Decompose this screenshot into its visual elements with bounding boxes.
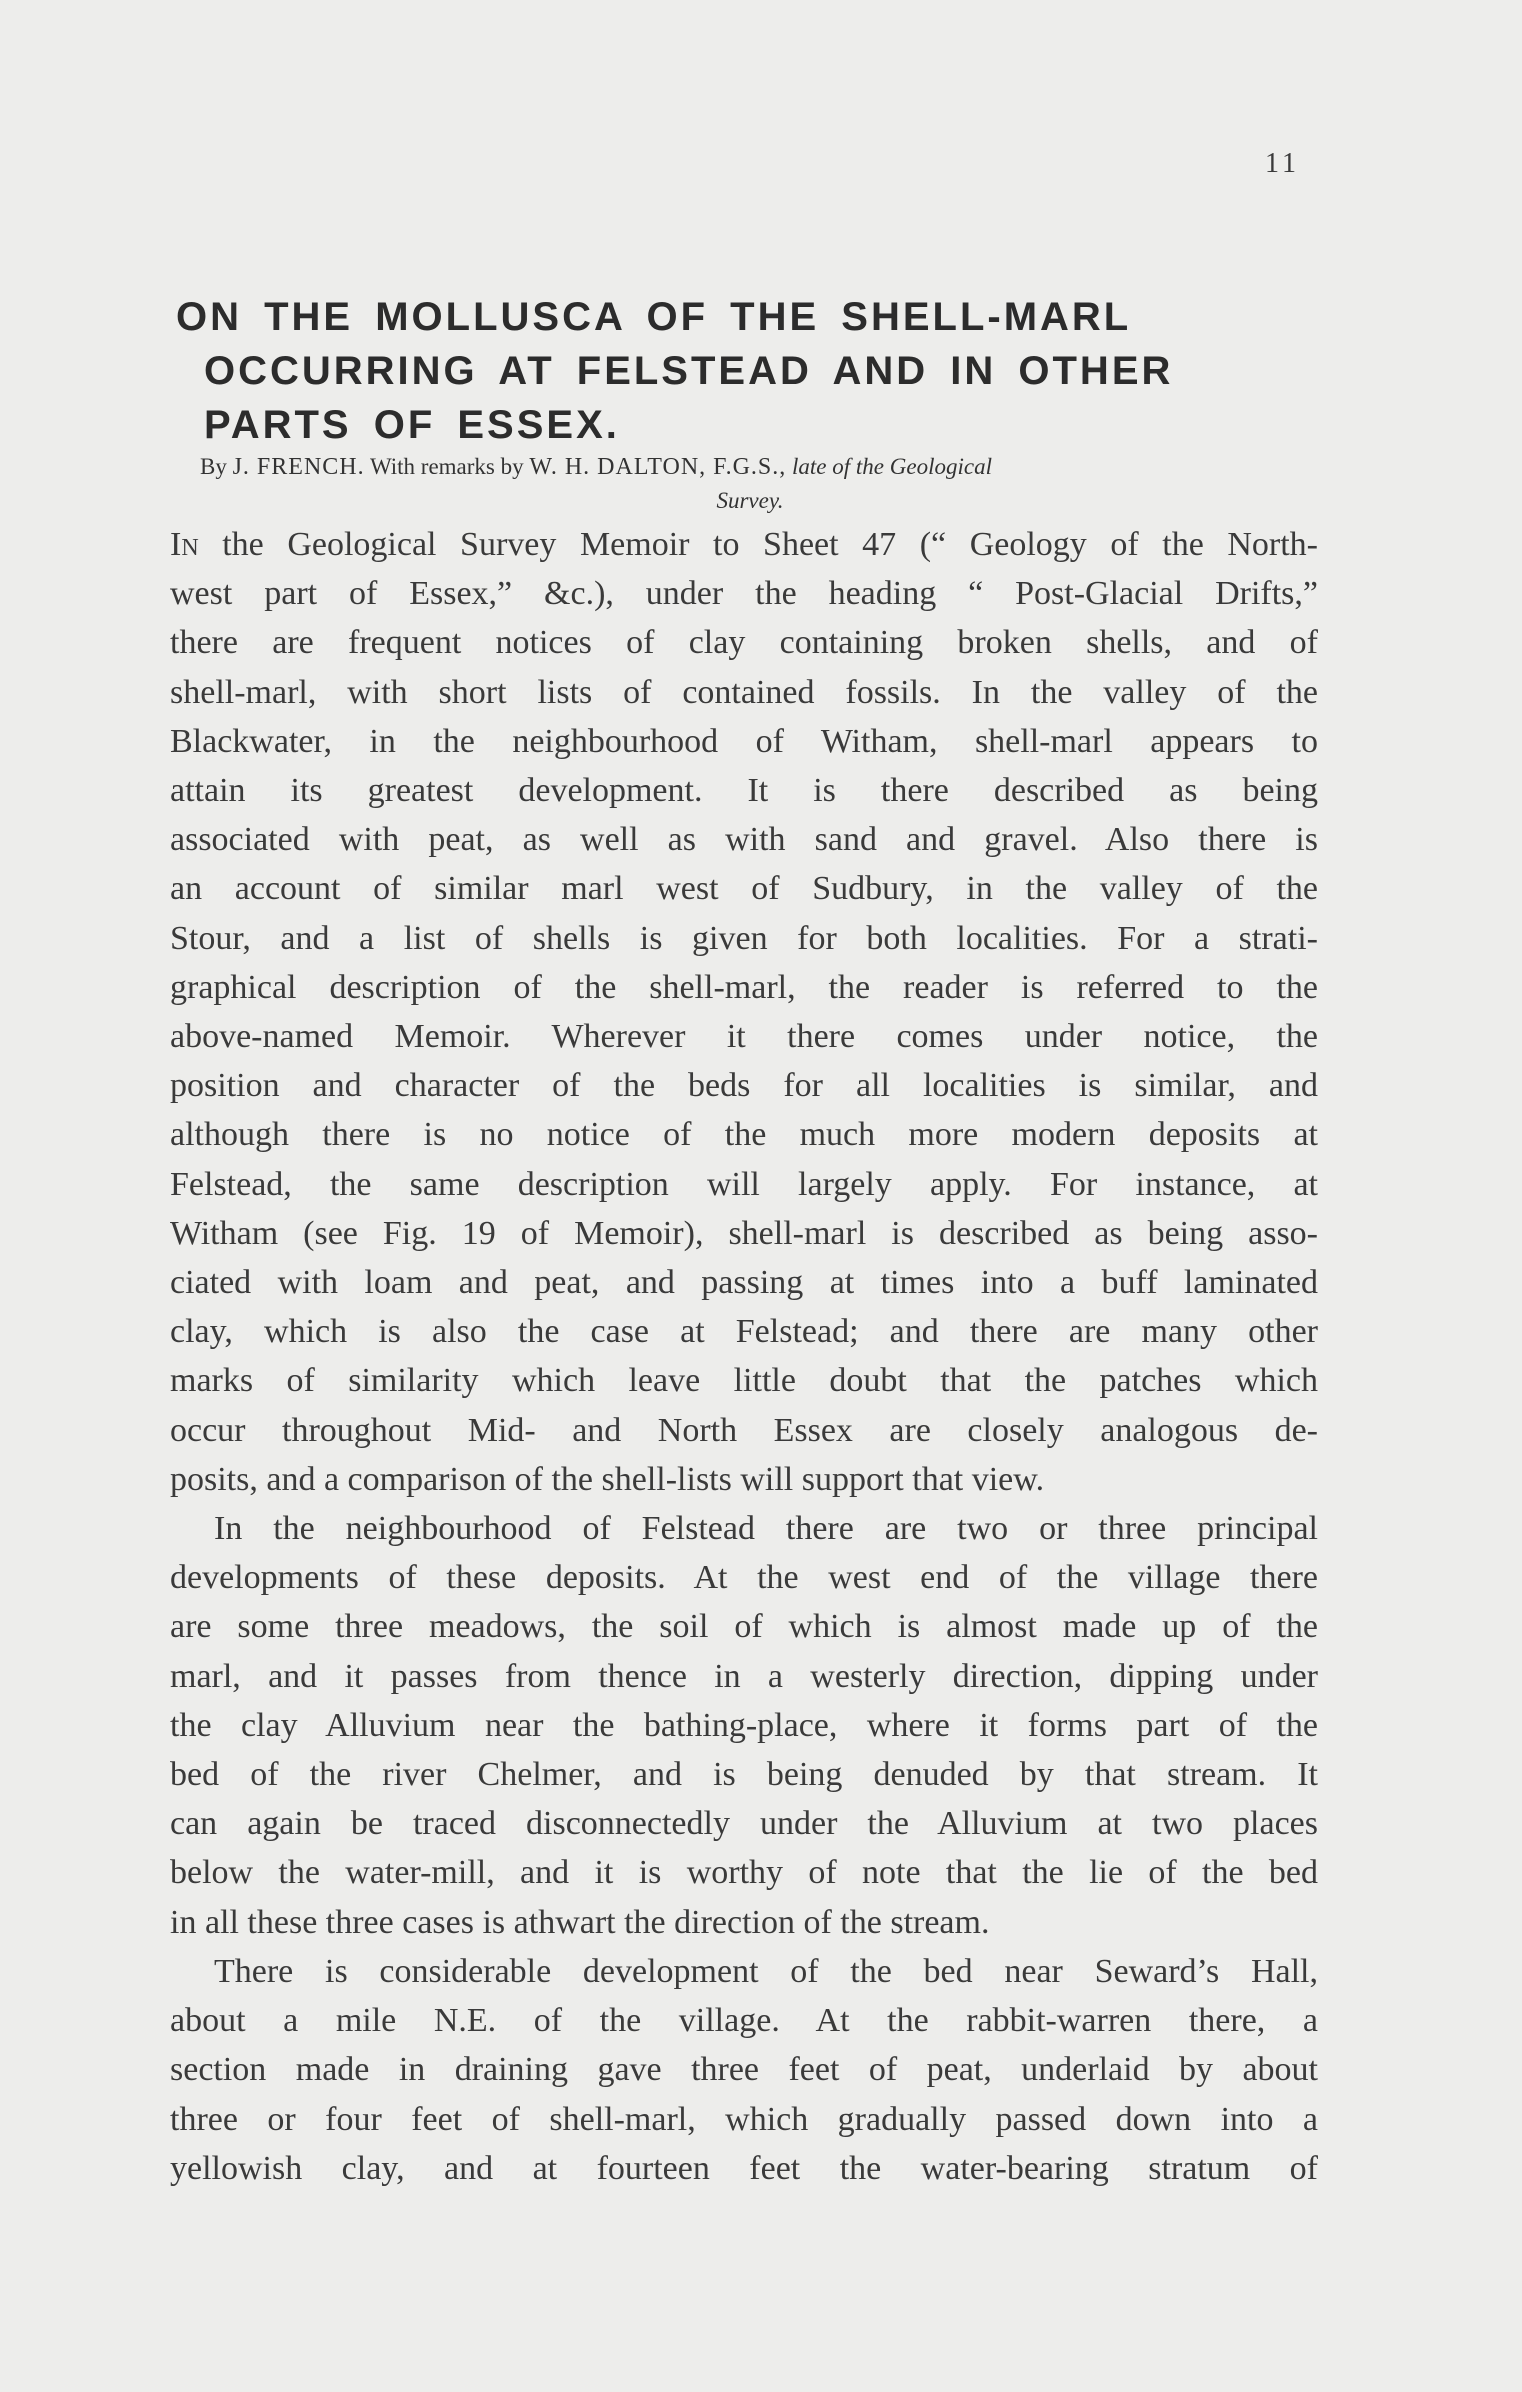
title-line-3: PARTS OF ESSEX. <box>204 403 620 447</box>
paragraph-line: although there is no notice of the much more modern deposits at <box>170 1116 1318 1154</box>
paragraph-2 <box>170 1504 1318 1947</box>
paragraph-line: marks of similarity which leave little doubt that the patches which <box>170 1362 1318 1400</box>
paragraph-line: clay, which is also the case at Felstead; and there are many other <box>170 1313 1318 1351</box>
paragraph-line: posits, and a comparison of the shell-lists will support that view. <box>170 1460 1045 1498</box>
paragraph-line <box>170 520 1318 569</box>
byline-coauthor: W. H. DALTON, F.G.S., <box>529 454 787 480</box>
drop-word: In <box>170 526 199 563</box>
paragraph-line: above-named Memoir. Wherever it there comes under notice, the <box>170 1018 1318 1056</box>
paragraph-line: shell-marl, with short lists of contained fossils. In the valley of the <box>170 673 1318 711</box>
paragraph-line: attain its greatest development. It is there described as being <box>170 772 1318 810</box>
paragraph-line: section made in draining gave three feet of peat, underlaid by about <box>170 2051 1318 2089</box>
paragraph-3 <box>170 1947 1318 2193</box>
paragraph-line: Blackwater, in the neighbourhood of Witham, shell-marl appears to <box>170 722 1318 760</box>
byline-affiliation: late of the Geological <box>792 454 992 479</box>
paragraph-line: are some three meadows, the soil of which is almost made up of the <box>170 1608 1318 1646</box>
paragraph-line: can again be traced disconnectedly under the Alluvium at two places <box>170 1805 1318 1843</box>
paragraph-line-rest: the Geological Survey Memoir to Sheet 47 (“ Geology of the North- <box>198 526 1318 563</box>
paragraph-line: about a mile N.E. of the village. At the rabbit-warren there, a <box>170 2002 1318 2040</box>
paragraph-line: an account of similar marl west of Sudbury, in the valley of the <box>170 870 1318 908</box>
paragraph-line: In the neighbourhood of Felstead there are two or three principal <box>214 1510 1318 1548</box>
paragraph-line: developments of these deposits. At the west end of the village there <box>170 1559 1318 1597</box>
paragraph-line: yellowish clay, and at fourteen feet the water-bearing stratum of <box>170 2149 1318 2187</box>
paragraph-line: Stour, and a list of shells is given for both localities. For a strati- <box>170 919 1318 957</box>
paragraph-line: in all these three cases is athwart the direction of the stream. <box>170 1903 990 1941</box>
paragraph-line: three or four feet of shell-marl, which gradually passed down into a <box>170 2100 1318 2138</box>
paragraph-line: below the water-mill, and it is worthy of note that the lie of the bed <box>170 1854 1318 1892</box>
paragraph-line: Witham (see Fig. 19 of Memoir), shell-marl is described as being asso- <box>170 1214 1318 1252</box>
byline <box>200 450 1300 518</box>
paragraph-line: the clay Alluvium near the bathing-place, where it forms part of the <box>170 1706 1318 1744</box>
article-body <box>170 520 1318 2193</box>
paragraph-line: position and character of the beds for all localities is similar, and <box>170 1067 1318 1105</box>
byline-affiliation-continued: Survey. <box>716 488 784 513</box>
paragraph-1 <box>170 520 1318 1504</box>
paragraph-line: ciated with loam and peat, and passing at times into a buff laminated <box>170 1264 1318 1302</box>
paragraph-line: occur throughout Mid- and North Essex are closely analogous de- <box>170 1411 1318 1449</box>
paragraph-line: west part of Essex,” &c.), under the heading “ Post-Glacial Drifts,” <box>170 575 1318 613</box>
title-line-2: OCCURRING AT FELSTEAD AND IN OTHER <box>204 349 1174 393</box>
paragraph-line: Felstead, the same description will largely apply. For instance, at <box>170 1165 1318 1203</box>
paragraph-line: bed of the river Chelmer, and is being denuded by that stream. It <box>170 1756 1318 1794</box>
paragraph-line: associated with peat, as well as with sand and gravel. Also there is <box>170 821 1318 859</box>
page-number: 11 <box>1265 148 1300 179</box>
paragraph-line: marl, and it passes from thence in a westerly direction, dipping under <box>170 1657 1318 1695</box>
paragraph-line: graphical description of the shell-marl, the reader is referred to the <box>170 968 1318 1006</box>
article-title <box>176 290 1316 452</box>
byline-author: J. FRENCH. <box>232 454 365 480</box>
byline-with-remarks: With remarks by <box>369 454 524 479</box>
paragraph-line: there are frequent notices of clay containing broken shells, and of <box>170 624 1318 662</box>
byline-by: By <box>200 454 227 479</box>
paragraph-line: There is considerable development of the bed near Seward’s Hall, <box>214 1952 1318 1990</box>
title-line-1: ON THE MOLLUSCA OF THE SHELL-MARL <box>176 295 1132 339</box>
